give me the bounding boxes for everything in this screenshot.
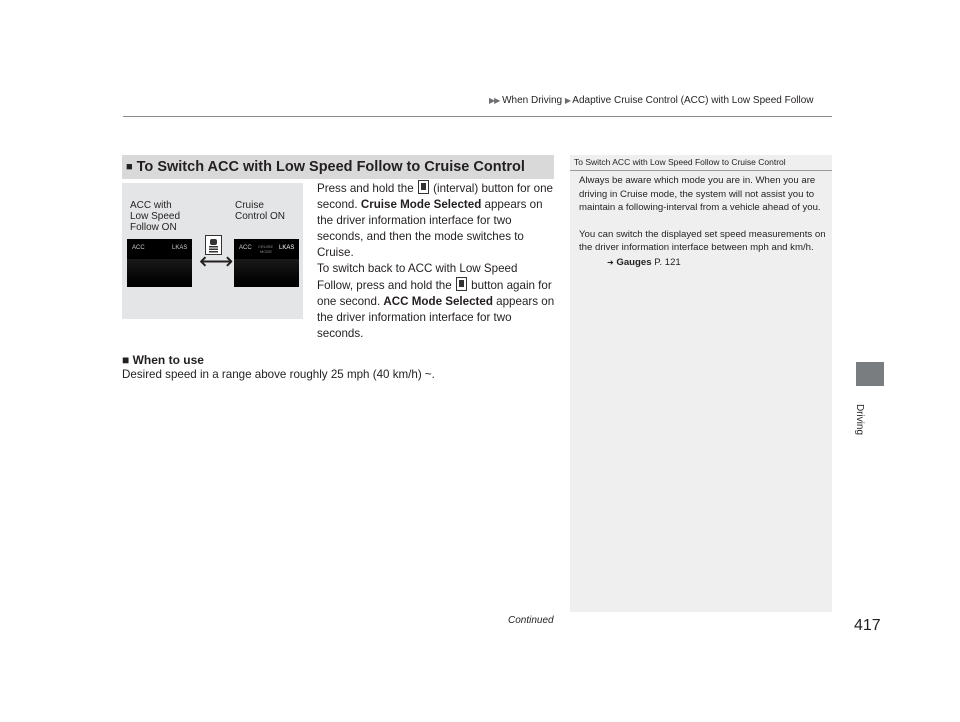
breadcrumb-part-1[interactable]: When Driving	[502, 95, 563, 106]
switch-arrow-icon: ⟷	[199, 248, 234, 275]
figure-left-label-line: Low Speed	[130, 211, 181, 222]
chapter-tab-marker	[856, 362, 884, 386]
figure-right-label-line: Control ON	[235, 211, 286, 222]
breadcrumb-arrow-icon: ▶	[564, 96, 571, 105]
acc-display-screen	[127, 239, 192, 287]
screen-lkas-text: LKAS	[172, 245, 188, 251]
breadcrumb	[489, 95, 814, 106]
figure-left-label	[130, 200, 180, 233]
screen-cruise-text: CRUISE	[258, 244, 274, 249]
section-marker: ■	[126, 161, 133, 173]
interval-button-icon	[456, 277, 467, 291]
figure-left-label-line: ACC with	[130, 200, 172, 211]
instruction-text: (interval) button for one second.	[317, 182, 553, 211]
instruction-text: button again for one second.	[317, 279, 552, 308]
cruise-mode-selected-message: Cruise Mode Selected	[360, 198, 482, 211]
screen-acc-text: ACC	[239, 245, 252, 251]
cruise-display-screen	[234, 239, 299, 287]
figure-left-label-line: Follow ON	[130, 222, 177, 233]
page-number: 417	[854, 617, 881, 634]
when-to-use-marker: ■	[122, 353, 130, 367]
side-note-header	[570, 155, 832, 170]
instruction-paragraph-1	[317, 180, 555, 261]
chapter-label-text: Driving	[854, 403, 866, 436]
gauges-reference-link[interactable]	[579, 256, 827, 270]
instructions	[317, 180, 555, 342]
figure-right-label	[235, 200, 285, 222]
side-note-paragraph: You can switch the displayed set speed measurements on the driver information interface between mph and km/h.	[579, 228, 826, 253]
instruction-text: appears on the driver information interface for two seconds, and then the mode switches to Cruise.	[317, 198, 543, 259]
breadcrumb-part-2[interactable]: Adaptive Cruise Control (ACC) with Low Speed Follow	[572, 95, 814, 106]
reference-label: Gauges	[616, 256, 652, 268]
when-to-use-text: Desired speed in a range above roughly 25 mph (40 km/h) ~.	[122, 368, 435, 381]
section-title: To Switch ACC with Low Speed Follow to Cruise Control	[136, 159, 525, 175]
instruction-text: Press and hold the	[317, 182, 417, 195]
instruction-text: To switch back to ACC with Low Speed Follow, press and hold the	[317, 262, 518, 292]
breadcrumb-arrow-icon: ▶▶	[489, 96, 500, 105]
mode-figure	[122, 183, 303, 319]
instruction-paragraph-2	[317, 261, 555, 342]
when-to-use-heading	[122, 353, 204, 367]
figure-right-label-line: Cruise	[235, 200, 264, 211]
chapter-tab-label[interactable]	[854, 392, 882, 452]
interval-button-icon	[418, 180, 429, 194]
side-note-body	[579, 174, 827, 269]
side-note-title: To Switch ACC with Low Speed Follow to Cruise Control	[574, 157, 786, 167]
header-rule	[123, 116, 832, 117]
when-to-use-title: When to use	[132, 353, 204, 367]
section-heading	[122, 155, 554, 179]
side-note-rule	[570, 170, 832, 171]
screen-acc-text: ACC	[132, 245, 145, 251]
reference-page: P. 121	[651, 256, 681, 268]
reference-arrow-icon: ➜	[607, 257, 614, 267]
acc-mode-selected-message: ACC Mode Selected	[383, 295, 493, 308]
continued-label: Continued	[508, 615, 554, 626]
screen-mode-text: MODE	[260, 249, 272, 254]
screen-lkas-text: LKAS	[279, 245, 295, 251]
side-note-panel	[570, 155, 832, 612]
instruction-text: appears on the driver information interface for two seconds.	[317, 295, 555, 340]
side-note-paragraph: Always be aware which mode you are in. When you are driving in Cruise mode, the system will not assist you to maintain a following-interval from a vehicle ahead of you.	[579, 175, 821, 213]
